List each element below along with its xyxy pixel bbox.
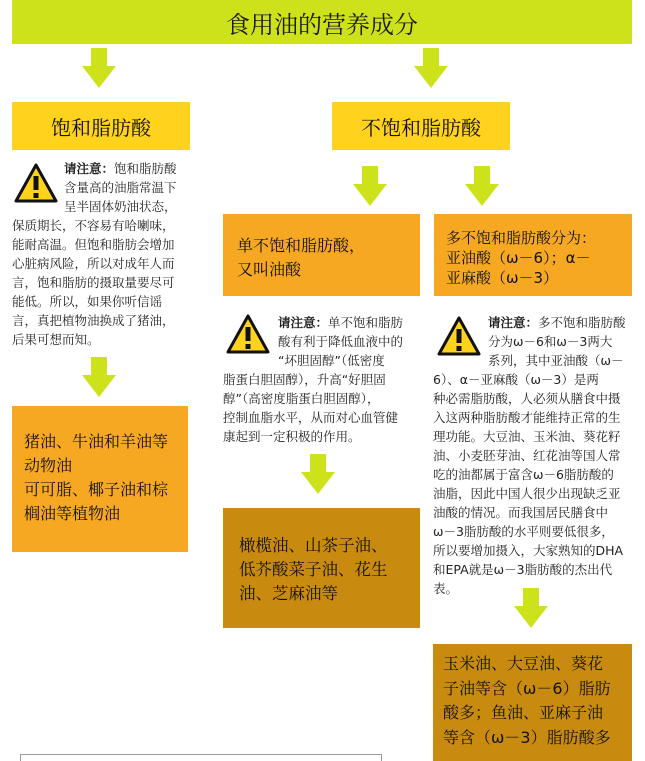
poly-note-head: 请注意：多不饱和脂肪酸 分为ω－6和ω－3两大 系列，其中亚油酸（ω－ xyxy=(488,315,626,368)
saturated-note-body: 保质期长，不容易有哈喇味， 能耐高温。但饱和脂肪会增加 心脏病风险，所以对成年人而 言，饱和脂肪的摄取量要尽可 能低。所以，如果你听信谣 言，真把植物油换成了猪油， 后果可想而知。 xyxy=(12,218,175,347)
saturated-note-head: 请注意：饱和脂肪酸 含量高的油脂常温下 呈半固体奶油状态， xyxy=(64,161,177,214)
warning-triangle-icon xyxy=(437,316,481,360)
down-arrow-icon xyxy=(353,166,387,206)
down-arrow-icon xyxy=(301,454,335,494)
unsaturated-heading-box xyxy=(332,102,510,150)
mono-note-head: 请注意：单不饱和脂肪 酸有利于降低血液中的 “坏胆固醇”（低密度 xyxy=(278,315,404,368)
down-arrow-icon xyxy=(514,588,548,628)
warning-triangle-icon xyxy=(226,314,270,358)
saturated-heading: 饱和脂肪酸 xyxy=(51,115,151,140)
warning-triangle-icon xyxy=(14,163,58,207)
saturated-examples-box: 猪油、牛油和羊油等 动物油 可可脂、椰子油和棕 榈油等植物油 xyxy=(12,406,188,552)
saturated-heading-box xyxy=(12,102,190,150)
poly-heading-box: 多不饱和脂肪酸分为： 亚油酸（ω－6）；α－ 亚麻酸（ω－3） xyxy=(434,214,632,296)
title-bar xyxy=(12,0,632,44)
down-arrow-icon xyxy=(465,166,499,206)
poly-note-body: 6）、α－亚麻酸（ω－3）是两 种必需脂肪酸，人必须从膳食中摄 入这两种脂肪酸才能维持正常的生 理功能。大豆油、玉米油、葵花籽 油、小麦胚芽油、红花油等国人常 吃的油都属于富含ω－6脂肪酸的 油脂，因此中国人很少出现缺乏亚 油酸的情况。而我国居民膳食中 ω－3脂肪酸的水平则要低很多， 所以要增加摄入，大家熟知的DHA 和EPA就是ω－3脂肪酸的杰出代 表。 xyxy=(433,372,624,596)
down-arrow-icon xyxy=(414,48,448,88)
note-label: 请注意： xyxy=(64,161,115,176)
mono-note-body: 脂蛋白胆固醇），升高“好胆固 醇”（高密度脂蛋白胆固醇）， 控制血脂水平，从而对心血管健 康起到一定积极的作用。 xyxy=(223,372,399,444)
page-title: 食用油的营养成分 xyxy=(226,10,418,39)
down-arrow-icon xyxy=(82,357,116,397)
unsaturated-heading: 不饱和脂肪酸 xyxy=(361,115,481,140)
mono-examples-box: 橄榄油、山茶子油、 低芥酸菜子油、花生 油、芝麻油等 xyxy=(223,508,420,628)
mono-heading-box: 单不饱和脂肪酸， 又叫油酸 xyxy=(223,214,420,296)
note-label: 请注意： xyxy=(278,315,329,330)
bottom-frame xyxy=(20,754,382,761)
poly-examples-box: 玉米油、大豆油、葵花 子油等含（ω－6）脂肪 酸多；鱼油、亚麻子油 等含（ω－3）脂肪酸多 xyxy=(433,644,632,761)
down-arrow-icon xyxy=(82,48,116,88)
note-label: 请注意： xyxy=(488,315,539,330)
